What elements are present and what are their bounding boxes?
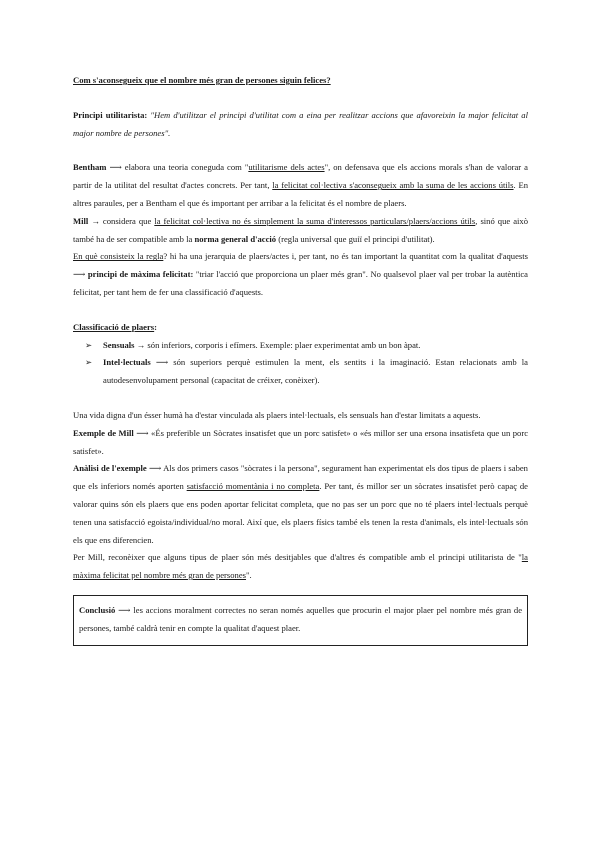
vida-digna-paragraph: Una vida digna d'un ésser humà ha d'estar vinculada als plaers intel·lectuals, els sensuals han d'estar limitats a aquests. xyxy=(73,409,481,420)
principi-utilitarista-paragraph xyxy=(73,107,528,143)
mill-key-idea: la felicitat col·lectiva no és simplement la suma d'interessos particulars/plaers/accions útils xyxy=(154,215,476,226)
arrow-icon: ⟶ xyxy=(133,427,149,438)
arrow-icon: ⟶ xyxy=(109,162,122,173)
bentham-name: Bentham xyxy=(73,162,107,173)
arrow-icon: ⟶ xyxy=(115,604,131,615)
arrow-icon: → xyxy=(134,339,146,350)
satisfaccio-momentania-term: satisfacció momentània i no completa xyxy=(186,481,320,492)
regla-question: En què consisteix la regla xyxy=(73,251,164,262)
arrowhead-bullet-icon: ➢ xyxy=(85,357,93,368)
maxima-felicitat-term: la màxima felicitat pel nombre més gran de persones xyxy=(73,552,528,581)
regla-paragraph: En què consisteix la regla? hi ha una jerarquia de plaers/actes i, per tant, no és tan important la quantitat com la qualitat d'aquests ⟶ principi de màxima felicitat: "triar l'acció que proporciona un plaer més gran". No qualsevol plaer val per trobar la autèntica felicitat, per tant hem de fer una classificació d'aquests. xyxy=(73,251,528,297)
exemple-mill-paragraph: Exemple de Mill ⟶ «És preferible un Sòcrates insatisfet que un porc satisfet» o «és millor ser una ersona insatisfeta que un porc satisfet». xyxy=(73,427,529,456)
plaers-list xyxy=(73,337,528,390)
arrow-icon: ⟶ xyxy=(146,463,162,474)
classificacio-heading: Classificació de plaers: xyxy=(73,321,158,332)
mill-paragraph: Mill → considera que la felicitat col·lectiva no és simplement la suma d'interessos particulars/plaers/accions útils, sinó que això també ha de ser compatible amb la norma general d'acció (regla universal que guiï el principi d'utilitat). xyxy=(73,215,529,244)
bentham-paragraph: Bentham ⟶ elabora una teoria coneguda com "utilitarisme dels actes", on defensava que els accions morals s'han de valorar a partir de la utilitat del resultat d'actes concrets. Per tant, la felicitat col·lectiva s'aconsegueix amb la suma de les accions útils. En altres paraules, per a Bentham el que és important per arribar a la felicitat és el nombre de plaers. xyxy=(73,162,529,208)
list-item: ➢ Intel·lectuals ⟶ són superiors perquè estimulen la ment, els sentits i la imaginació. Estan relacionats amb la autodesenvolupament personal (capacitat de créixer, conèixer). xyxy=(73,354,528,390)
analisi-paragraph: Anàlisi de l'exemple ⟶ Als dos primers casos "sòcrates i la persona", segurament han experimentat els dos tipus de plaers i saben que els inferiors només aporten satisfacció momentània i no completa. Per tant, és millor ser un sòcrates insatisfet però capaç de valorar quins són els plaers que ens poden aportar felicitat completa, que no pas ser un porc que no té plaers intel·lectuals perquè tenen una satisfacció egoista/individual/no moral. Així que, els plaers físics també els tenen la resta d'animals, els intel·lectuals són els que ens diferencien. xyxy=(73,463,528,545)
document-body xyxy=(73,72,528,646)
principi-quote: "Hem d'utilitzar el principi d'utilitat com a eina per realitzar accions que afavoreixin la major felicitat al major nombre de persones". xyxy=(73,109,528,138)
mill-name: Mill xyxy=(73,215,89,226)
arrow-icon: ⟶ xyxy=(150,357,169,368)
document-title: Com s'aconsegueix que el nombre més gran de persones siguin felices? xyxy=(73,75,331,85)
arrowhead-bullet-icon: ➢ xyxy=(85,339,93,350)
norma-general-term: norma general d'acció xyxy=(194,233,277,244)
bentham-key-idea: la felicitat col·lectiva s'aconsegueix amb la suma de les accions útils xyxy=(272,180,514,191)
list-item: ➢ Sensuals → són inferiors, corporis i efímers. Exemple: plaer experimentat amb un bon àpat. xyxy=(73,337,528,355)
conclusio-paragraph: Conclusió ⟶ les accions moralment correctes no seran només aquelles que procurin el major plaer pel nombre més gran de persones, també caldrà tenir en compte la qualitat d'aquest plaer. xyxy=(79,604,523,633)
utilitarisme-actes-term: utilitarisme dels actes xyxy=(248,162,325,173)
arrow-icon: ⟶ xyxy=(73,269,86,280)
arrow-icon: → xyxy=(91,215,100,226)
per-mill-paragraph: Per Mill, reconèixer que alguns tipus de plaer són més desitjables que d'altres és compatible amb el principi utilitarista de "la màxima felicitat pel nombre més gran de persones". xyxy=(73,552,528,581)
conclusio-box xyxy=(73,595,528,646)
principi-label: Principi utilitarista: xyxy=(73,109,148,120)
principi-maxima-felicitat: principi de màxima felicitat: xyxy=(85,269,194,280)
